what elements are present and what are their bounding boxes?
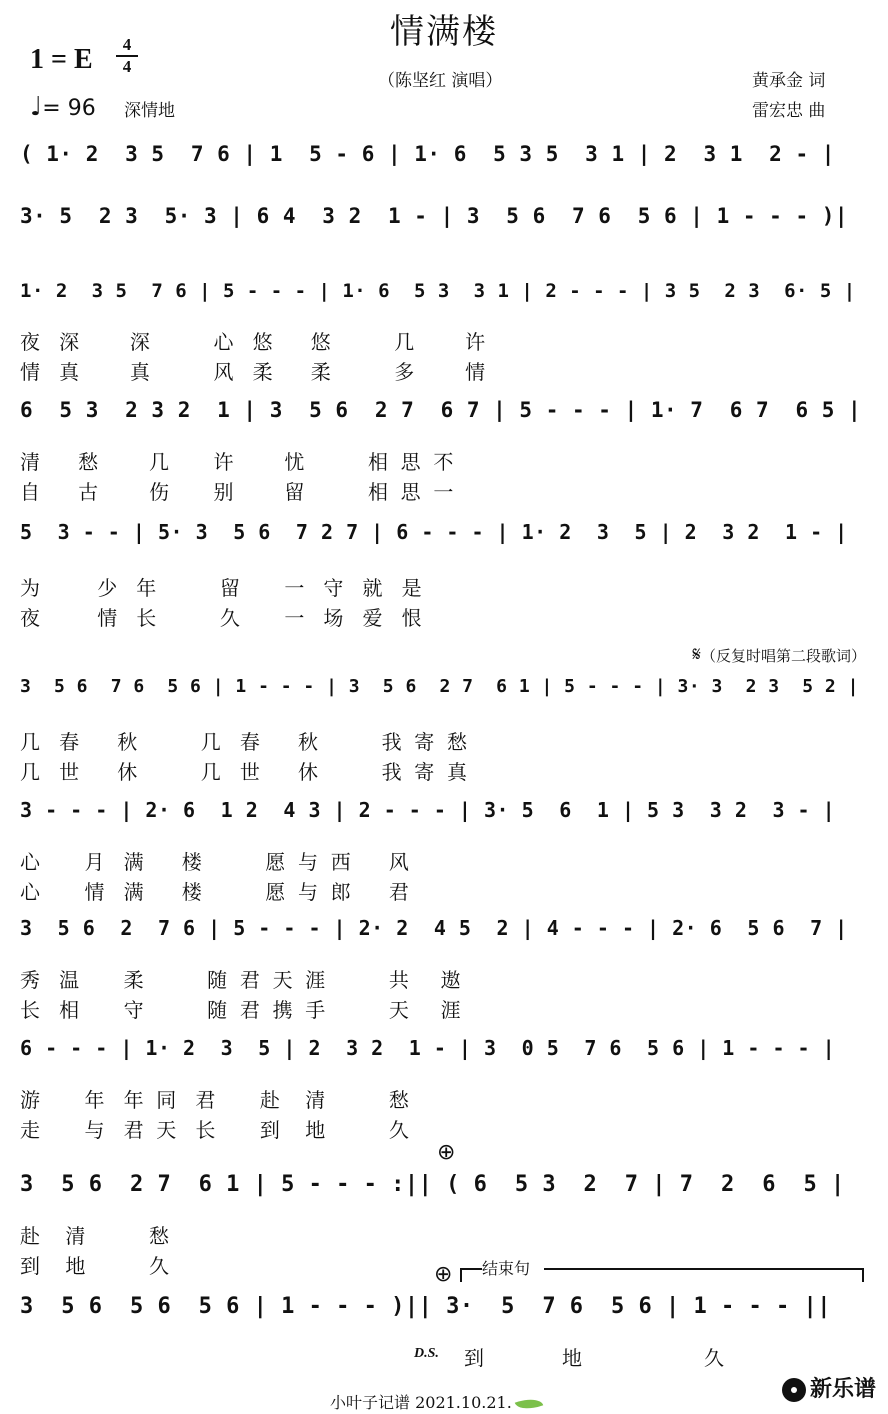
- time-signature: [116, 36, 138, 76]
- expression-marking: 深情地: [124, 101, 175, 121]
- repeat-note: [692, 642, 866, 666]
- score-line-9: [20, 1036, 870, 1076]
- site-logo: [782, 1372, 876, 1403]
- score-line-4: [20, 398, 870, 438]
- segno-icon: 𝄋: [692, 642, 701, 666]
- lyric-line-9-verse-1: 游 年 年 同 君 赴 清 愁: [20, 1088, 409, 1112]
- lyric-line-7-verse-1: 心 月 满 楼 愿 与 西 风: [20, 850, 409, 874]
- score-notes: ( 1· 2 3 5 7 6 | 1 5 - 6 | 1· 6 5 3 5 3 1 | 2 3 1 2 - |: [20, 142, 835, 166]
- lyric-line-7-verse-2: 心 情 满 楼 愿 与 郎 君: [20, 880, 409, 904]
- tempo-value: = 96: [42, 96, 96, 121]
- score-line-10: [20, 1172, 870, 1212]
- ending-lyric-2: 地: [562, 1346, 582, 1370]
- composer-credit: 雷宏忠 曲: [752, 101, 826, 121]
- lyric-line-9-verse-2: 走 与 君 天 长 到 地 久: [20, 1118, 409, 1142]
- repeat-note-text: （反复时唱第二段歌词）: [700, 647, 866, 665]
- score-notes: 3 5 6 2 7 6 | 5 - - - | 2· 2 4 5 2 | 4 - - - | 2· 6 5 6 7 |: [20, 916, 848, 940]
- score-line-3: [20, 280, 870, 320]
- lyric-line-6-verse-2: 几 世 休 几 世 休 我 寄 真: [20, 760, 468, 784]
- lyric-line-8-verse-1: 秀 温 柔 随 君 天 涯 共 遨: [20, 968, 461, 992]
- score-notes: 3 5 6 7 6 5 6 | 1 - - - | 3 5 6 2 7 6 1 | 5 - - - | 3· 3 2 3 5 2 |: [20, 676, 859, 697]
- time-signature-top: 4: [122, 35, 132, 54]
- score-line-5: [20, 520, 870, 560]
- score-notes: 3 5 6 5 6 5 6 | 1 - - - )|| 3· 5 7 6 5 6 | 1 - - - ||: [20, 1294, 831, 1319]
- lyric-line-8-verse-2: 长 相 守 随 君 携 手 天 涯: [20, 998, 461, 1022]
- record-disc-icon: [782, 1378, 806, 1402]
- ds-marking: D.S.: [414, 1346, 439, 1361]
- ending-label: 结束句: [482, 1259, 531, 1278]
- tempo-marking: [30, 92, 96, 122]
- score-line-1: [20, 142, 870, 182]
- ending-lyric-3: 久: [704, 1346, 724, 1370]
- lyric-line-4-verse-2: 自 古 伤 别 留 相 思 一: [20, 480, 454, 504]
- quarter-note-icon: ♩: [30, 92, 43, 122]
- lyric-line-5-verse-1: 为 少 年 留 一 守 就 是: [20, 576, 422, 600]
- score-line-7: [20, 798, 870, 838]
- lyricist-credit: 黄承金 词: [752, 71, 826, 91]
- lyric-line-3-verse-1: 夜 深 深 心 悠 悠 几 许: [20, 330, 486, 354]
- lyric-line-6-verse-1: 几 春 秋 几 春 秋 我 寄 愁: [20, 730, 468, 754]
- score-notes: 3· 5 2 3 5· 3 | 6 4 3 2 1 - | 3 5 6 7 6 5 6 | 1 - - - )|: [20, 204, 849, 228]
- coda-icon-ending: ⊕: [434, 1262, 453, 1287]
- lyric-line-3-verse-2: 情 真 真 风 柔 柔 多 情: [20, 360, 486, 384]
- key-signature: 1 = E: [30, 44, 93, 75]
- score-notes: 6 5 3 2 3 2 1 | 3 5 6 2 7 6 7 | 5 - - - | 1· 7 6 7 6 5 |: [20, 398, 862, 422]
- coda-icon: ⊕: [437, 1140, 456, 1165]
- score-notes: 6 - - - | 1· 2 3 5 | 2 3 2 1 - | 3 0 5 7 6 5 6 | 1 - - - |: [20, 1036, 836, 1060]
- score-notes: 1· 2 3 5 7 6 | 5 - - - | 1· 6 5 3 3 1 | 2 - - - | 3 5 2 3 6· 5 |: [20, 280, 856, 302]
- lyric-line-4-verse-1: 清 愁 几 许 忧 相 思 不: [20, 450, 454, 474]
- song-title: 情满楼: [390, 12, 498, 52]
- singer-credit: （陈坚红 演唱）: [378, 71, 503, 91]
- score-notes: 3 5 6 2 7 6 1 | 5 - - - :|| ( 6 5 3 2 7 | 7 2 6 5 |: [20, 1172, 845, 1197]
- score-notes: 3 - - - | 2· 6 1 2 4 3 | 2 - - - | 3· 5 6 1 | 5 3 3 2 3 - |: [20, 798, 836, 822]
- score-line-8: [20, 916, 870, 956]
- score-line-11: [20, 1294, 870, 1334]
- footer-credit-text: 小叶子记谱 2021.10.21.: [330, 1393, 512, 1412]
- lyric-line-5-verse-2: 夜 情 长 久 一 场 爱 恨: [20, 606, 422, 630]
- time-signature-bottom: 4: [122, 57, 132, 76]
- score-line-2: [20, 204, 870, 244]
- lyric-line-10-verse-1: 赴 清 愁: [20, 1224, 170, 1248]
- ending-bracket-end: [544, 1268, 864, 1282]
- ending-lyric-1: 到: [464, 1346, 484, 1370]
- logo-text: 新乐谱: [809, 1377, 876, 1402]
- footer-credit: [330, 1390, 542, 1413]
- ending-bracket-start: [460, 1268, 482, 1282]
- score-notes: 5 3 - - | 5· 3 5 6 7 2 7 | 6 - - - | 1· 2 3 5 | 2 3 2 1 - |: [20, 520, 848, 544]
- score-line-6: [20, 676, 870, 716]
- lyric-line-10-verse-2: 到 地 久: [20, 1254, 170, 1278]
